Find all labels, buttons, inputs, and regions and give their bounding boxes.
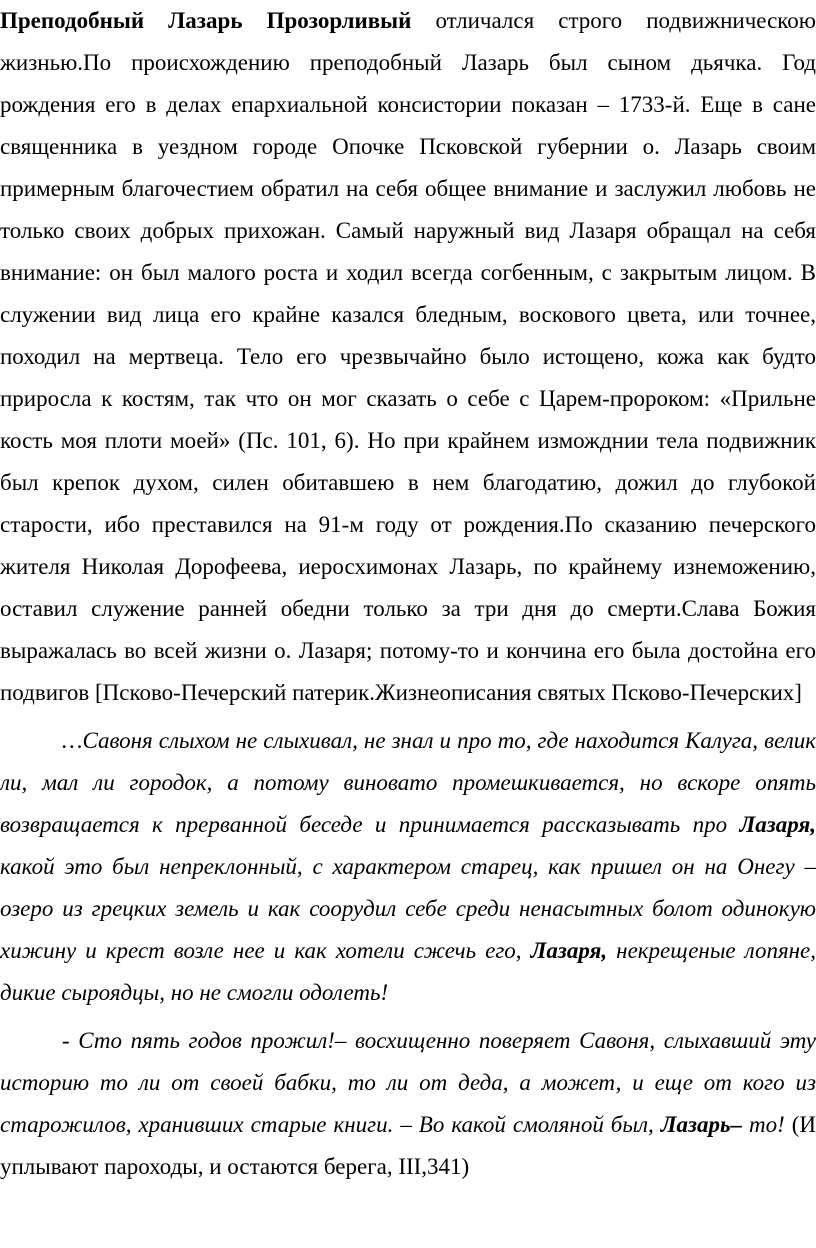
- story-name-lazarus-2: Лазаря,: [530, 938, 608, 963]
- quote-name-lazarus: Лазарь–: [660, 1112, 742, 1137]
- quote-reference: (И уплывают пароходы, и остаются берега, III,341): [0, 1112, 816, 1179]
- paragraph-savonya-story: [0, 720, 816, 1014]
- paragraph-body: отличался строго подвижническою жизнью.По происхождению преподобный Лазарь был сыном дьячка. Год рождения его в делах епархиальной консистории показан – 1733-й. Еще в сане священника в уездном городе Опочке Псковской губернии о. Лазарь своим примерным благочестием обратил на себя общее внимание и заслужил любовь не только своих добрых прихожан. Самый наружный вид Лазаря обращал на себя внимание: он был малого роста и ходил всегда согбенным, с закрытым лицом. В служении вид лица его крайне казался бледным, воскового цвета, или точнее, походил на мертвеца. Тело его чрезвычайно было истощено, кожа как будто приросла к костям, так что он мог сказать о себе с Царем-пророком: «Прильне кость моя плоти моей» (Пс. 101, 6). Но при крайнем изможднии тела подвижник был крепок духом, силен обитавшею в нем благодатию, дожил до глубокой старости, ибо преставился на 91-м году от рождения.По сказанию печерского жителя Николая Дорофеева, иеросхимонах Лазарь, по крайнему изнеможению, оставил служение ранней обедни только за три дня до смерти.Слава Божия выражалась во всей жизни о. Лазаря; потому-то и кончина его была достойна его подвигов [Псково-Печерский патерик.Жизнеописания святых Псково-Печерских]: [0, 8, 816, 705]
- quote-text-part1: Сто пять годов прожил!– восхищенно поверяет Савоня, слыхавший эту историю то ли от своей бабки, то ли от деда, а может, и еще от кого из старожилов, хранивших старые книги. – Во какой смоляной был,: [0, 1028, 816, 1137]
- quote-dash: -: [62, 1028, 79, 1053]
- paragraph-title: Преподобный Лазарь Прозорливый: [0, 8, 412, 33]
- story-text-part2: какой это был непреклонный, с характером старец, как пришел он на Онегу – озеро из грецких земель и как соорудил себе среди ненасытных болот одинокую хижину и крест возле нее и как хотели сжечь его,: [0, 854, 816, 963]
- story-text-part1: …Савоня слыхом не слыхивал, не знал и про то, где находится Калуга, велик ли, мал ли городок, а потому виновато промешкивается, но вскоре опять возвращается к прерванной беседе и принимается рассказывать про: [0, 728, 816, 837]
- story-text-part3: некрещеные лопяне, дикие сыроядцы, но не смогли одолеть!: [0, 938, 816, 1005]
- story-name-lazarus-1: Лазаря,: [739, 812, 816, 837]
- paragraph-savonya-quote: [0, 1020, 816, 1188]
- quote-text-part2: то!: [741, 1112, 785, 1137]
